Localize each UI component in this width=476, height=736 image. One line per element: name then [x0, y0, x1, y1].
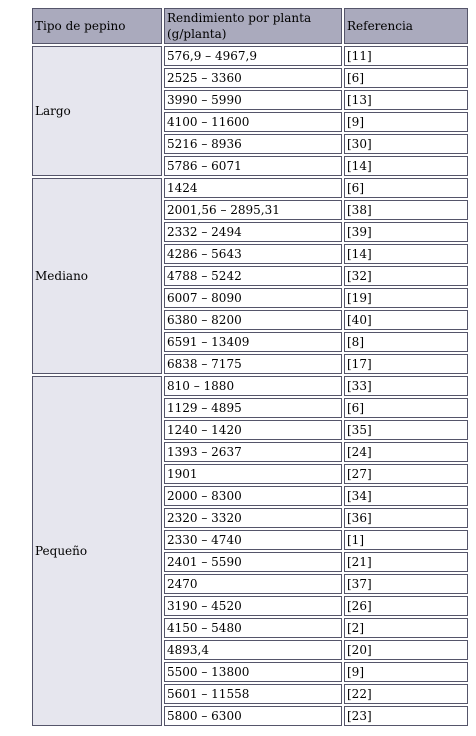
reference-cell: [22] — [344, 684, 468, 704]
yield-cell: 6591 – 13409 — [164, 332, 342, 352]
reference-cell: [26] — [344, 596, 468, 616]
reference-cell: [40] — [344, 310, 468, 330]
reference-cell: [23] — [344, 706, 468, 726]
table-header — [32, 8, 468, 44]
yield-cell: 2320 – 3320 — [164, 508, 342, 528]
yield-cell: 1129 – 4895 — [164, 398, 342, 418]
yield-cell: 2330 – 4740 — [164, 530, 342, 550]
reference-cell: [9] — [344, 662, 468, 682]
table-row — [32, 178, 468, 198]
yield-cell: 4150 – 5480 — [164, 618, 342, 638]
table-body — [32, 46, 468, 726]
yield-cell: 4788 – 5242 — [164, 266, 342, 286]
yield-cell: 5800 – 6300 — [164, 706, 342, 726]
reference-cell: [27] — [344, 464, 468, 484]
reference-cell: [39] — [344, 222, 468, 242]
yield-cell: 1393 – 2637 — [164, 442, 342, 462]
yield-cell: 2332 – 2494 — [164, 222, 342, 242]
reference-cell: [1] — [344, 530, 468, 550]
table-row — [32, 46, 468, 66]
yield-cell: 5216 – 8936 — [164, 134, 342, 154]
header-reference: Referencia — [344, 8, 468, 44]
yield-cell: 2525 – 3360 — [164, 68, 342, 88]
yield-cell: 5601 – 11558 — [164, 684, 342, 704]
reference-cell: [17] — [344, 354, 468, 374]
yield-cell: 3190 – 4520 — [164, 596, 342, 616]
header-row — [32, 8, 468, 44]
yield-cell: 2401 – 5590 — [164, 552, 342, 572]
reference-cell: [20] — [344, 640, 468, 660]
yield-cell: 5500 – 13800 — [164, 662, 342, 682]
reference-cell: [30] — [344, 134, 468, 154]
yield-cell: 810 – 1880 — [164, 376, 342, 396]
yield-cell: 4286 – 5643 — [164, 244, 342, 264]
yield-cell: 4100 – 11600 — [164, 112, 342, 132]
reference-cell: [6] — [344, 178, 468, 198]
reference-cell: [9] — [344, 112, 468, 132]
yield-cell: 1240 – 1420 — [164, 420, 342, 440]
reference-cell: [36] — [344, 508, 468, 528]
reference-cell: [2] — [344, 618, 468, 638]
yield-cell: 2000 – 8300 — [164, 486, 342, 506]
reference-cell: [8] — [344, 332, 468, 352]
yield-cell: 6838 – 7175 — [164, 354, 342, 374]
yield-cell: 5786 – 6071 — [164, 156, 342, 176]
reference-cell: [21] — [344, 552, 468, 572]
yield-cell: 2470 — [164, 574, 342, 594]
yield-cell: 1901 — [164, 464, 342, 484]
yield-cell: 1424 — [164, 178, 342, 198]
cucumber-type-cell: Mediano — [32, 178, 162, 374]
header-type: Tipo de pepino — [32, 8, 162, 44]
reference-cell: [34] — [344, 486, 468, 506]
yield-cell: 6380 – 8200 — [164, 310, 342, 330]
yield-cell: 4893,4 — [164, 640, 342, 660]
cucumber-type-cell: Largo — [32, 46, 162, 176]
yield-cell: 576,9 – 4967,9 — [164, 46, 342, 66]
reference-cell: [6] — [344, 68, 468, 88]
reference-cell: [35] — [344, 420, 468, 440]
reference-cell: [19] — [344, 288, 468, 308]
reference-cell: [6] — [344, 398, 468, 418]
reference-cell: [37] — [344, 574, 468, 594]
cucumber-type-cell: Pequeño — [32, 376, 162, 726]
header-yield: Rendimiento por planta (g/planta) — [164, 8, 342, 44]
reference-cell: [11] — [344, 46, 468, 66]
table-container — [30, 6, 470, 728]
yield-cell: 3990 – 5990 — [164, 90, 342, 110]
yield-cell: 6007 – 8090 — [164, 288, 342, 308]
reference-cell: [32] — [344, 266, 468, 286]
reference-cell: [24] — [344, 442, 468, 462]
table-row — [32, 376, 468, 396]
reference-cell: [13] — [344, 90, 468, 110]
reference-cell: [14] — [344, 156, 468, 176]
reference-cell: [14] — [344, 244, 468, 264]
cucumber-yield-table — [30, 6, 470, 728]
yield-cell: 2001,56 – 2895,31 — [164, 200, 342, 220]
reference-cell: [38] — [344, 200, 468, 220]
reference-cell: [33] — [344, 376, 468, 396]
